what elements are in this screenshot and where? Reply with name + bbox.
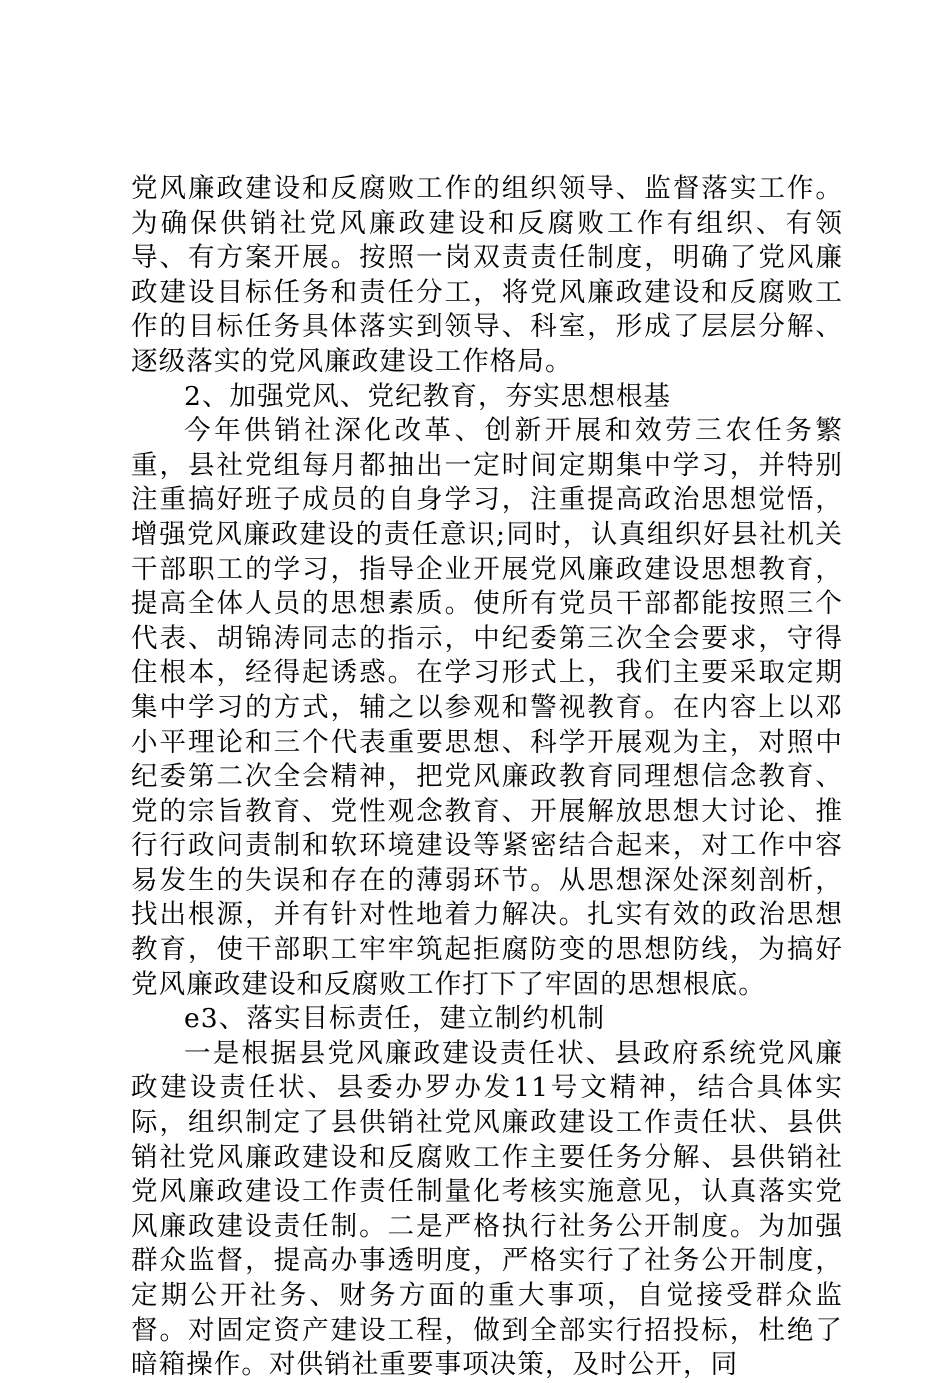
section-heading-3: e3、落实目标责任，建立制约机制 [184,1003,606,1035]
section-heading-2: 2、加强党风、党纪教育，夯实思想根基 [184,380,672,412]
paragraph-2: 今年供销社深化改革、创新开展和效劳三农任务繁重，县社党组每月都抽出一定时间定期集中学习，并特别注重搞好班子成员的自身学习，注重提高政治思想觉悟，增强党风廉政建设的责任意识;同时，认真组织好县社机关干部职工的学习，指导企业开展党风廉政建设思想教育，提高全体人员的思想素质。使所有党员干部都能按照三个代表、胡锦涛同志的指示，中纪委第三次全会要求，守得住根本，经得起诱惑。在学习形式上，我们主要采取定期集中学习的方式，辅之以参观和警视教育。在内容上以邓小平理论和三个代表重要思想、科学开展观为主，对照中纪委第二次全会精神，把党风廉政教育同理想信念教育、党的宗旨教育、党性观念教育、开展解放思想大讨论、推行行政问责制和软环境建设等紧密结合起来，对工作中容易发生的失误和存在的薄弱环节。从思想深处深刻剖析，找出根源，并有针对性地着力解决。扎实有效的政治思想教育，使干部职工牢牢筑起拒腐防变的思想防线，为搞好党风廉政建设和反腐败工作打下了牢固的思想根底。 [131,415,843,1000]
paragraph-3: 一是根据县党风廉政建设责任状、县政府系统党风廉政建设责任状、县委办罗办发11号文精神，结合具体实际，组织制定了县供销社党风廉政建设工作责任状、县供销社党风廉政建设和反腐败工作主要任务分解、县供销社党风廉政建设工作责任制量化考核实施意见，认真落实党风廉政建设责任制。二是严格执行社务公开制度。为加强群众监督，提高办事透明度，严格实行了社务公开制度，定期公开社务、财务方面的重大事项，自觉接受群众监督。对固定资产建设工程，做到全部实行招投标，杜绝了暗箱操作。对供销社重要事项决策，及时公开，同 [131,1037,843,1381]
document-body [131,172,843,1383]
paragraph-1: 党风廉政建设和反腐败工作的组织领导、监督落实工作。为确保供销社党风廉政建设和反腐败工作有组织、有领导、有方案开展。按照一岗双责责任制度，明确了党风廉政建设目标任务和责任分工，将党风廉政建设和反腐败工作的目标任务具体落实到领导、科室，形成了层层分解、逐级落实的党风廉政建设工作格局。 [131,173,843,377]
